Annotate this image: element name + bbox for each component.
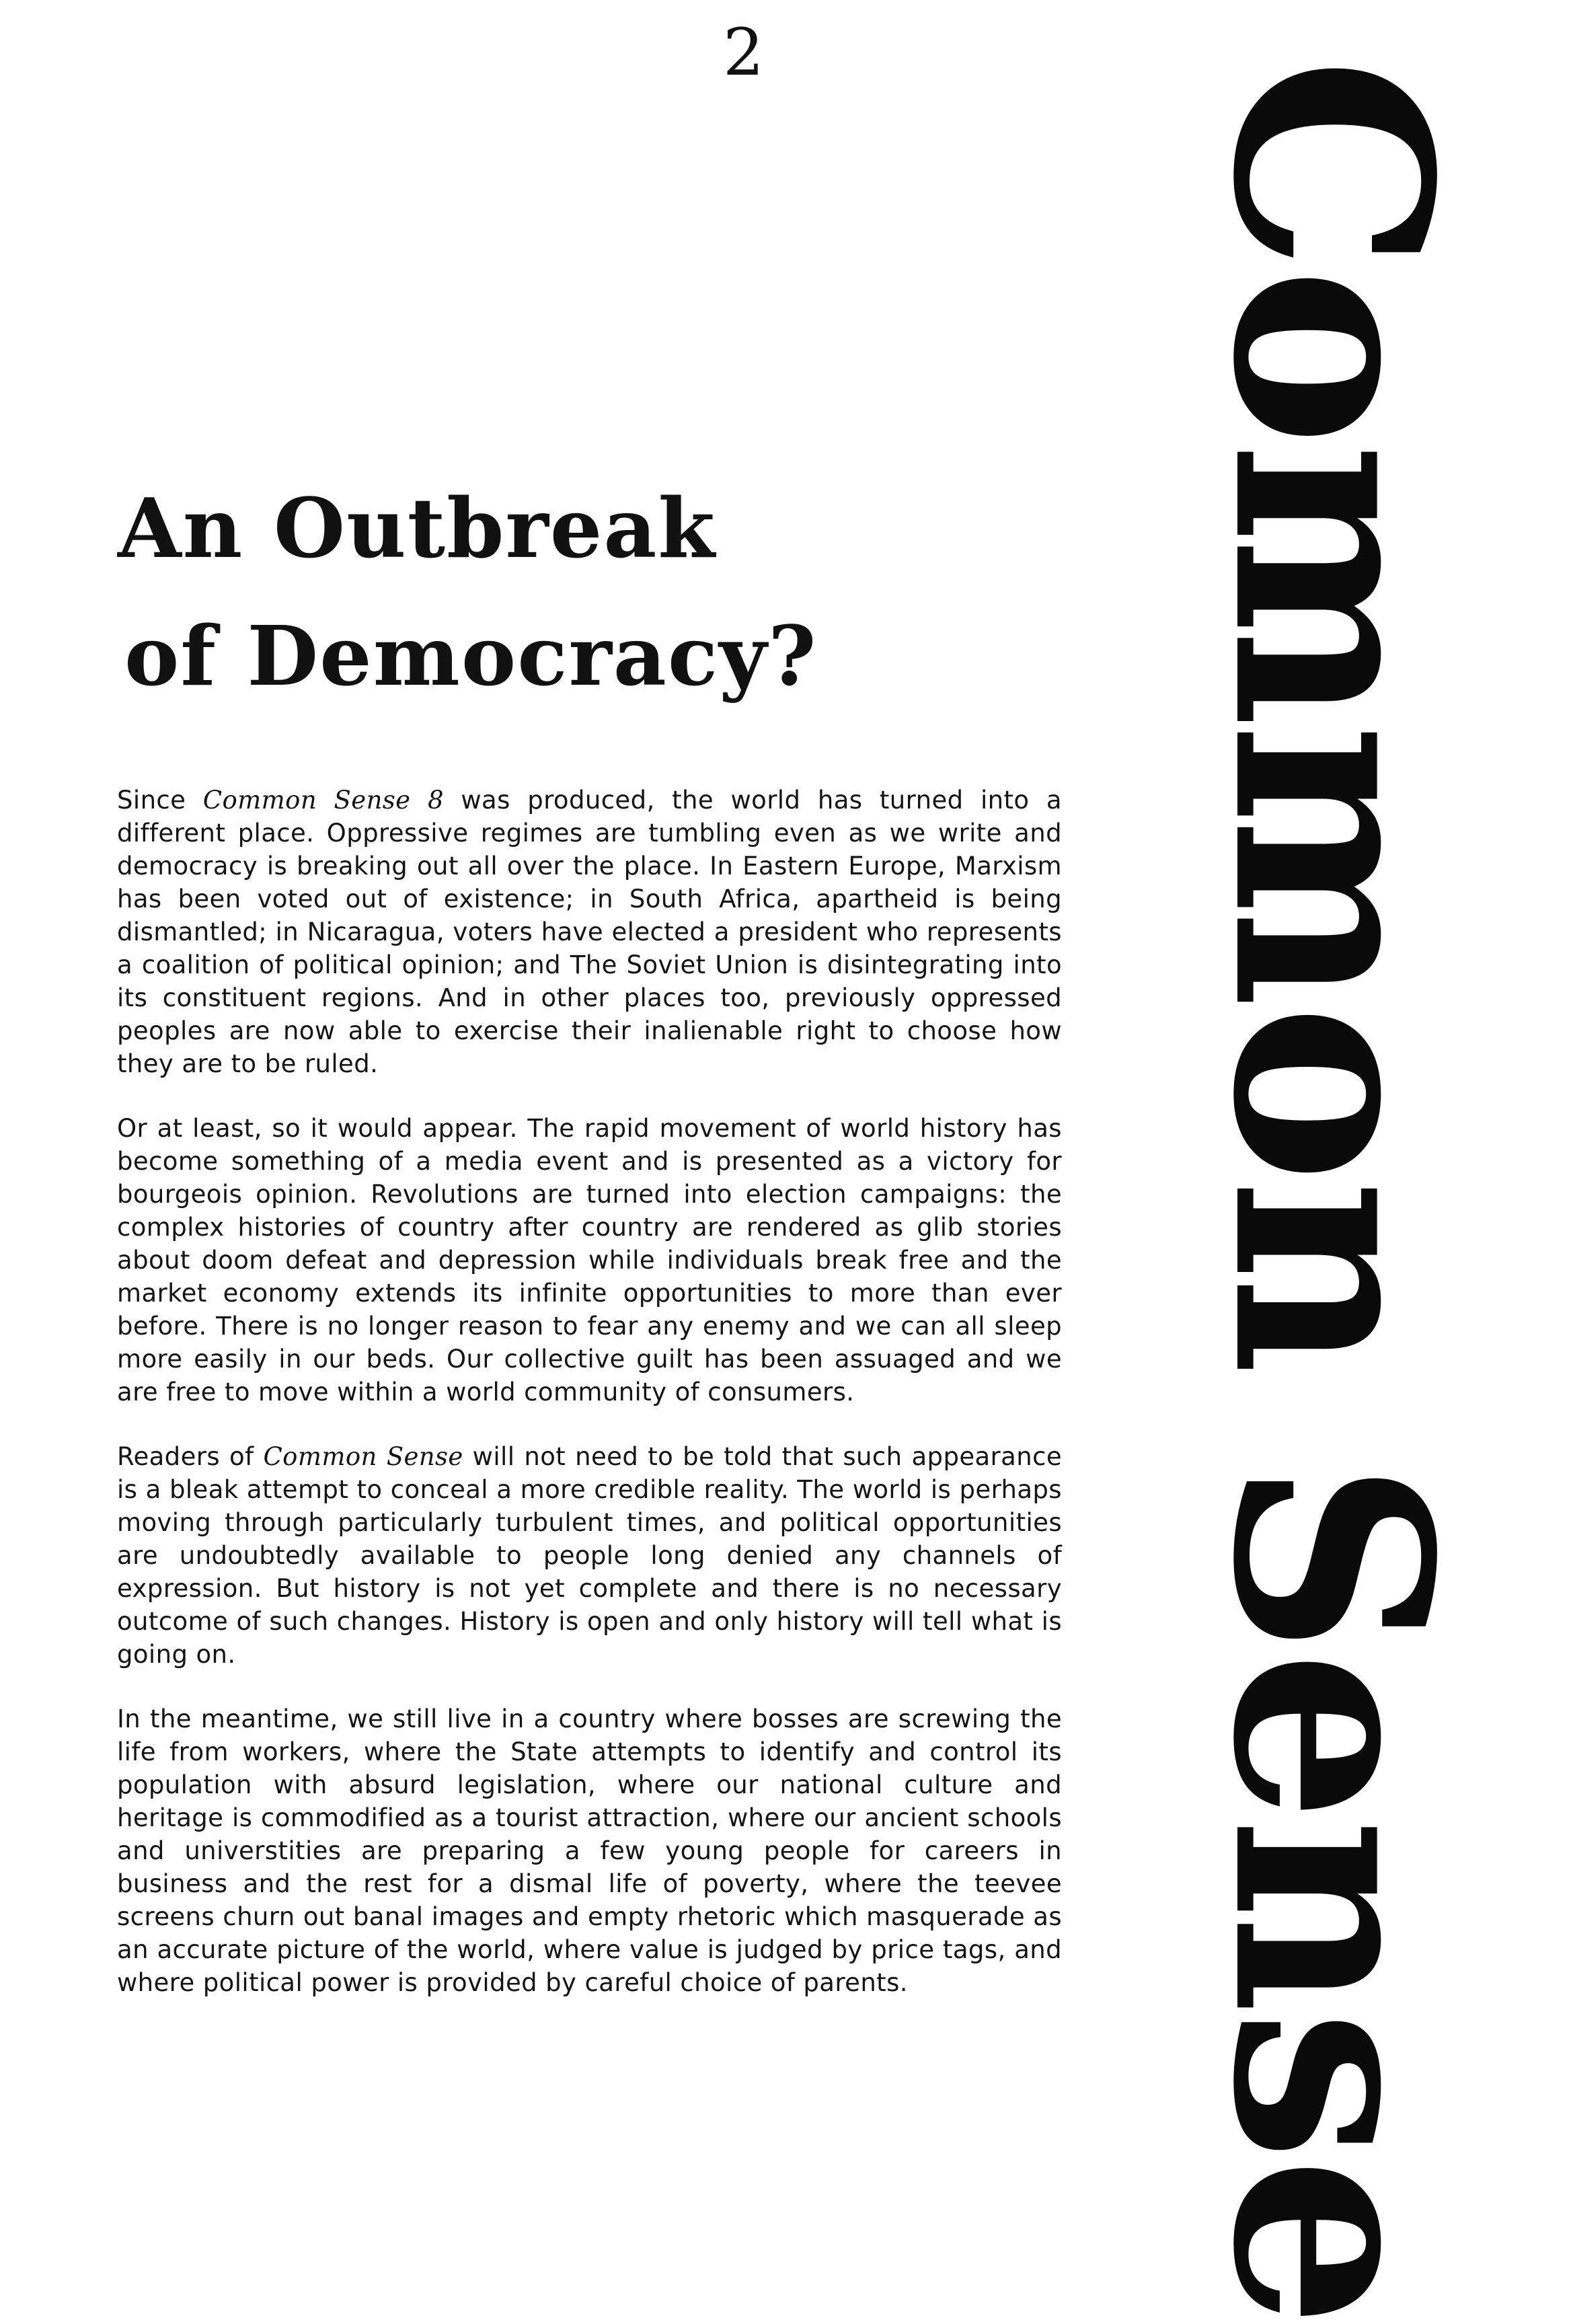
publication-title-italic: Common Sense 8 — [202, 786, 444, 815]
masthead-vertical — [1174, 57, 1490, 2324]
article-body — [117, 784, 1062, 2031]
publication-title-italic: Common Sense — [263, 1442, 463, 1471]
paragraph-1 — [117, 784, 1062, 1080]
paragraph-3-text: will not need to be told that such appearance is a bleak attempt to conceal a more credible reality. The world is perhaps moving through particularly turbulent times, and political opportunities are undoubtedly available to people long denied any channels of expression. But history is not yet complete and there is no necessary outcome of such changes. History is open and only history will tell what is going on. — [117, 1442, 1063, 1669]
paragraph-3-lead: Readers of — [117, 1442, 264, 1471]
paragraph-1-text: was produced, the world has turned into a different place. Oppressive regimes are tumbling even as we write and democracy is breaking out all over the place. In Eastern Europe, Marxism has been voted out of existence; in South Africa, apartheid is being dismantled; in Nicaragua, voters have elected a president who represents a coalition of political opinion; and The Soviet Union is disintegrating into its constituent regions. And in other places too, previously oppressed peoples are now able to exercise their inalienable right to choose how they are to be ruled. — [117, 786, 1063, 1078]
article-headline — [118, 464, 1126, 720]
paragraph-2: Or at least, so it would appear. The rapid movement of world history has become something of a media event and is presented as a victory for bourgeois opinion. Revolutions are turned into election campaigns: the complex histories of country after country are rendered as glib stories about doom defeat and depression while individuals break free and the market economy extends its infinite opportunities to more than ever before. There is no longer reason to fear any enemy and we can all sleep more easily in our beds. Our collective guilt has been assuaged and we are free to move within a world community of consumers. — [117, 1114, 1062, 1407]
page-number: 2 — [723, 15, 765, 90]
paragraph-4: In the meantime, we still live in a country where bosses are screwing the life from workers, where the State attempts to identify and control its population with absurd legislation, where our national culture and heritage is commodified as a tourist attraction, where our ancient schools and universtities are preparing a few young people for careers in business and the rest for a dismal life of poverty, where the teevee screens churn out banal images and empty rhetoric which masquerade as an accurate picture of the world, where value is judged by price tags, and where political power is provided by careful choice of parents. — [117, 1704, 1062, 1997]
headline-line-1: An Outbreak — [118, 480, 716, 576]
headline-line-2: of Democracy? — [124, 607, 818, 704]
paragraph-3 — [117, 1440, 1062, 1671]
masthead-title: Common Sense — [1174, 57, 1490, 2324]
paragraph-1-lead: Since — [117, 786, 203, 815]
